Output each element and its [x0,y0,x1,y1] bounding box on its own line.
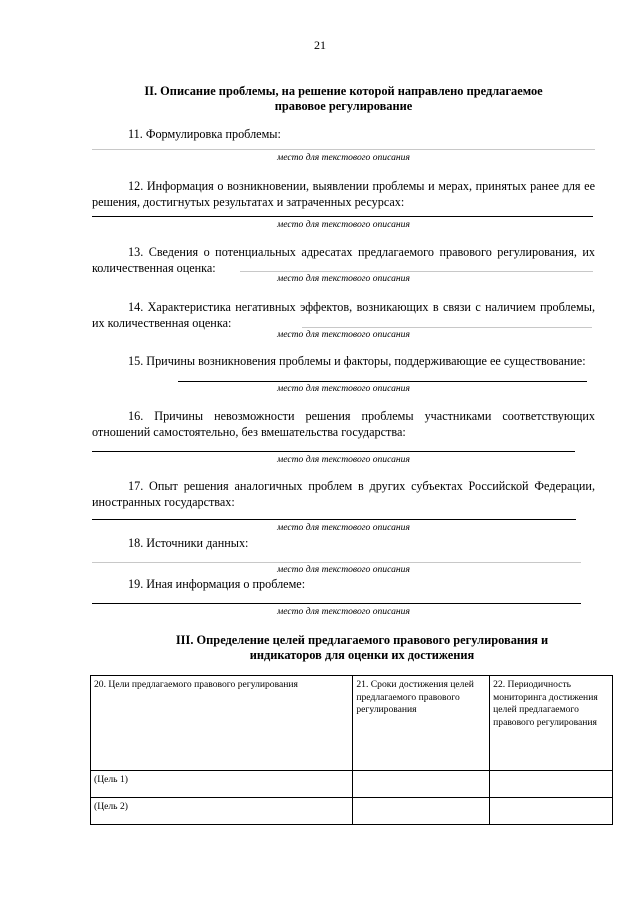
header-monitoring: 22. Периодичность мониторинга достижения целей предлагаемого правового регулирования [490,676,613,771]
table-row [91,798,613,825]
answer-line-19[interactable] [92,603,581,604]
section-3-title [92,633,632,663]
page-number: 21 [314,38,326,52]
hint-14: место для текстового описания [277,329,410,340]
section-2-title-line2: правовое регулирование [274,99,413,113]
item-15: 15. Причины возникновения проблемы и факторы, поддерживающие ее существование: [128,354,586,368]
item-13: 13. Сведения о потенциальных адресатах предлагаемого правового регулирования, их количественная оценка: [92,245,595,275]
hint-19: место для текстового описания [277,606,410,617]
item-18: 18. Источники данных: [128,536,249,550]
item-19: 19. Иная информация о проблеме: [128,577,306,591]
answer-line-16[interactable] [92,451,575,452]
table-row [91,771,613,798]
answer-line-17[interactable] [92,519,576,520]
answer-line-15[interactable] [178,381,587,382]
monitoring-cell[interactable] [490,798,613,825]
answer-line-14[interactable] [302,327,592,328]
hint-16: место для текстового описания [277,454,410,465]
header-goals: 20. Цели предлагаемого правового регулирования [91,676,353,771]
deadline-cell[interactable] [353,798,490,825]
goals-table [90,675,613,825]
goal-cell[interactable]: (Цель 2) [91,798,353,825]
monitoring-cell[interactable] [490,771,613,798]
hint-12: место для текстового описания [277,219,410,230]
deadline-cell[interactable] [353,771,490,798]
hint-11: место для текстового описания [277,152,410,163]
item-14: 14. Характеристика негативных эффектов, возникающих в связи с наличием проблемы, их количественная оценка: [92,300,595,330]
table-header-row [91,676,613,771]
section-3-title-line2: индикаторов для оценки их достижения [249,648,475,662]
section-2-title-line1: II. Описание проблемы, на решение которой направлено предлагаемое [144,84,543,98]
hint-13: место для текстового описания [277,273,410,284]
hint-18: место для текстового описания [277,564,410,575]
answer-line-18[interactable] [92,562,581,563]
answer-line-11[interactable] [92,149,595,150]
answer-line-12[interactable] [92,216,593,217]
header-deadlines: 21. Сроки достижения целей предлагаемого правового регулирования [353,676,490,771]
item-11: 11. Формулировка проблемы: [128,127,281,141]
hint-17: место для текстового описания [277,522,410,533]
goal-cell[interactable]: (Цель 1) [91,771,353,798]
item-16: 16. Причины невозможности решения проблемы участниками соответствующих отношений самостоятельно, без вмешательства государства: [92,409,595,439]
item-12: 12. Информация о возникновении, выявлении проблемы и мерах, принятых ранее для ее решения, достигнутых результатах и затраченных ресурсах: [92,179,595,209]
section-2-title [92,84,595,114]
answer-line-13[interactable] [240,271,593,272]
item-17: 17. Опыт решения аналогичных проблем в других субъектах Российской Федерации, иностранных государствах: [92,479,595,509]
hint-15: место для текстового описания [277,383,410,394]
section-3-title-line1: III. Определение целей предлагаемого правового регулирования и [175,633,549,647]
